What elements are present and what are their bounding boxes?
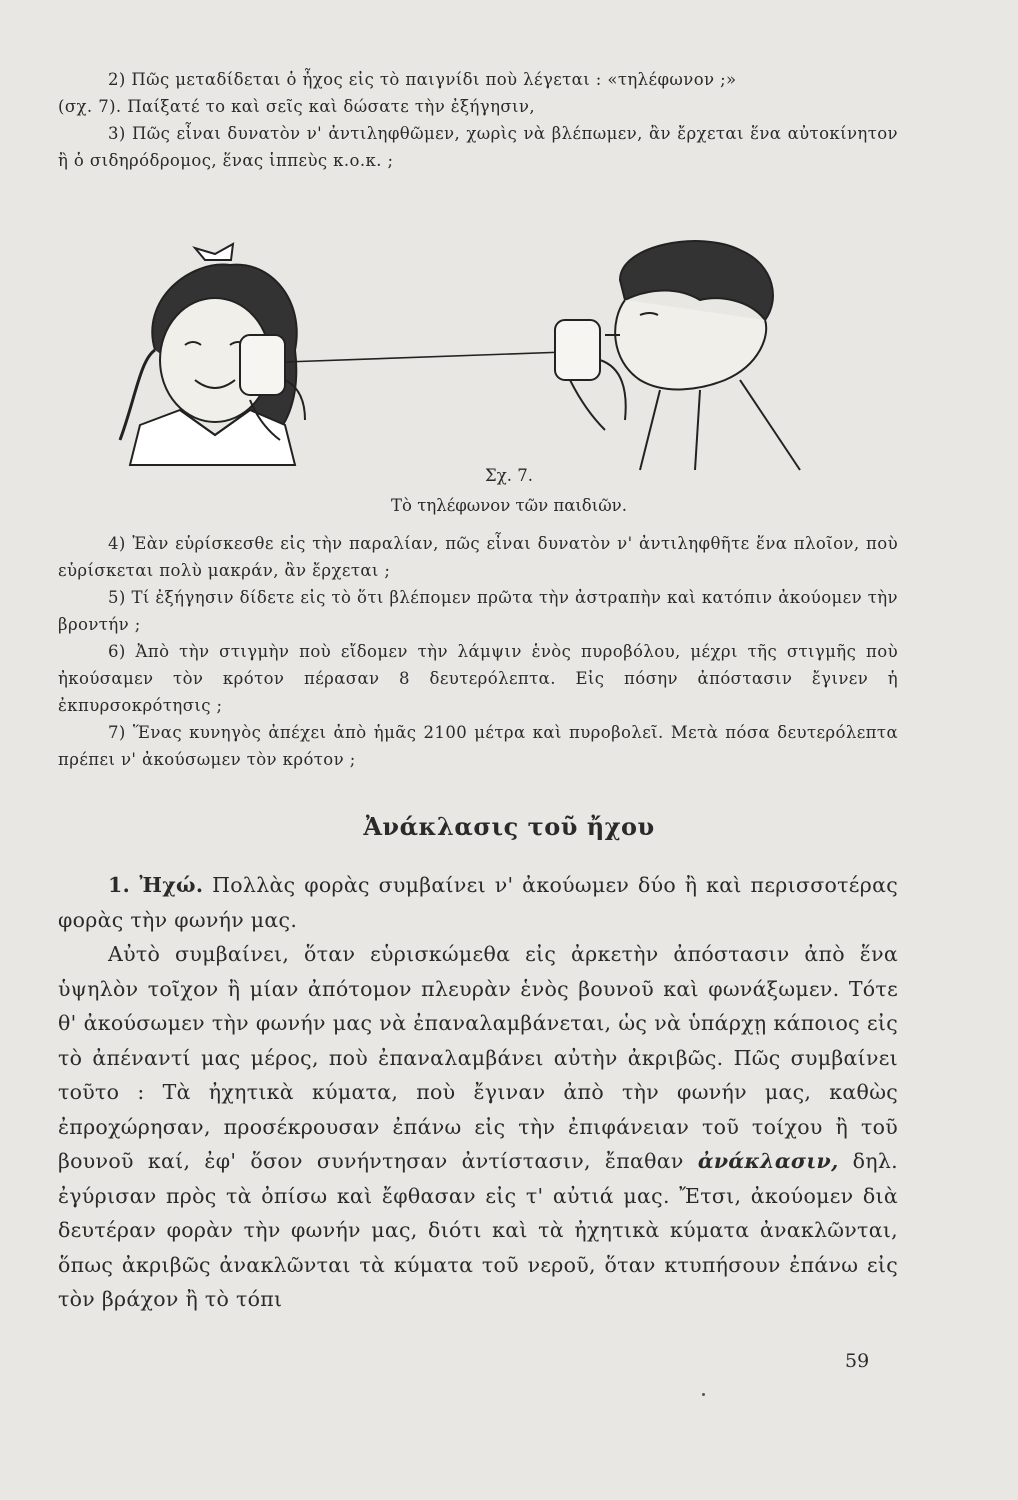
figure-caption: Τὸ τηλέφωνον τῶν παιδιῶν.	[391, 496, 627, 515]
echo-heading: 1. Ἠχώ.	[108, 873, 204, 897]
boy-face	[615, 300, 766, 389]
boy-can	[555, 320, 600, 380]
question-2-line1: 2) Πῶς μεταδίδεται ὁ ἦχος εἰς τὸ παιγνίδι ποὺ λέγεται : «τηλέφωνον ;»	[108, 70, 737, 89]
page-number: 59	[845, 1350, 870, 1372]
question-3: 3) Πῶς εἶναι δυνατὸν ν' ἀντιληφθῶμεν, χωρὶς νὰ βλέπωμεν, ἂν ἔρχεται ἕνα αὐτοκίνητον ἢ ὁ σιδηρόδρομος, ἕνας ἱππεὺς κ.ο.κ. ;	[58, 124, 898, 170]
speck	[702, 1393, 705, 1396]
keyword-reflection: ἀνάκλασιν,	[697, 1149, 839, 1173]
paragraph-2-text-b: δηλ. ἐγύρισαν πρὸς τὰ ὀπίσω καὶ ἔφθασαν εἰς τ' αὐτιά μας. Ἔτσι, ἀκούομεν διὰ δευτέραν φορὰν τὴν φωνήν μας, διότι καὶ τὰ ἠχητικὰ κύματα ἀνακλῶνται, ὅπως ἀκριβῶς ἀνακλῶνται τὰ κύματα τοῦ νεροῦ, ὅταν κτυπήσουν ἐπάνω εἰς τὸν βράχον ἢ τὸ τόπι	[58, 1149, 898, 1311]
question-4: 4) Ἐὰν εὑρίσκεσθε εἰς τὴν παραλίαν, πῶς εἶναι δυνατὸν ν' ἀντιληφθῆτε ἕνα πλοῖον, ποὺ εὑρίσκεται πολὺ μακράν, ἂν ἔρχεται ;	[58, 534, 898, 580]
string	[285, 352, 565, 362]
girl-bow	[195, 244, 233, 260]
question-7: 7) Ἕνας κυνηγὸς ἀπέχει ἀπὸ ἡμᾶς 2100 μέτρα καὶ πυροβολεῖ. Μετὰ πόσα δευτερόλεπτα πρέπει ν' ἀκούσωμεν τὸν κρότον ;	[58, 723, 898, 769]
paragraph-2	[58, 937, 898, 1317]
question-6: 6) Ἀπὸ τὴν στιγμὴν ποὺ εἴδομεν τὴν λάμψιν ἑνὸς πυροβόλου, μέχρι τῆς στιγμῆς ποὺ ἠκούσαμεν τὸν κρότον πέρασαν 8 δευτερόλεπτα. Εἰς πόσην ἀπόστασιν ἔγινεν ἡ ἐκπυρσοκρότησις ;	[58, 642, 898, 715]
girl-can	[240, 335, 285, 395]
question-5: 5) Τί ἐξήγησιν δίδετε εἰς τὸ ὅτι βλέπομεν πρῶτα τὴν ἀστραπὴν καὶ κατόπιν ἀκούομεν τὴν βροντήν ;	[58, 588, 898, 634]
figure-label: Σχ. 7.	[485, 466, 533, 485]
question-2-line2: (σχ. 7). Παίξατέ το καὶ σεῖς καὶ δώσατε τὴν ἐξήγησιν,	[58, 97, 535, 116]
paragraph-2-text-a: Αὐτὸ συμβαίνει, ὅταν εὑρισκώμεθα εἰς ἀρκετὴν ἀπόστασιν ἀπὸ ἕνα ὑψηλὸν τοῖχον ἢ μίαν ἀπότομον πλευρὰν ἑνὸς βουνοῦ καὶ φωνάξωμεν. Τότε θ' ἀκούσωμεν τὴν φωνήν μας νὰ ἐπαναλαμβάνεται, ὡς νὰ ὑπάρχῃ κάποιος εἰς τὸ ἀπέναντί μας μέρος, ποὺ ἐπαναλαμβάνει αὐτὴν ἀκριβῶς. Πῶς συμβαίνει τοῦτο : Τὰ ἠχητικὰ κύματα, ποὺ ἔγιναν ἀπὸ τὴν φωνήν μας, καθὼς ἐπροχώρησαν, προσέκρουσαν ἐπάνω εἰς τὴν ἐπιφάνειαν τοῦ τοίχου ἢ τοῦ βουνοῦ καί, ἐφ' ὅσον συνήντησαν ἀντίστασιν, ἔπαθαν	[58, 942, 898, 1173]
paragraph-1	[58, 868, 898, 937]
section-title: Ἀνάκλασις τοῦ ἤχου	[363, 812, 655, 841]
questions-bottom	[58, 530, 898, 773]
section-body	[58, 868, 898, 1317]
tin-can-telephone-illustration	[100, 240, 900, 475]
paragraph-1-text: Πολλὰς φορὰς συμβαίνει ν' ἀκούωμεν δύο ἢ καὶ περισσοτέρας φορὰς τὴν φωνήν μας.	[58, 873, 898, 932]
questions-top	[58, 66, 898, 174]
